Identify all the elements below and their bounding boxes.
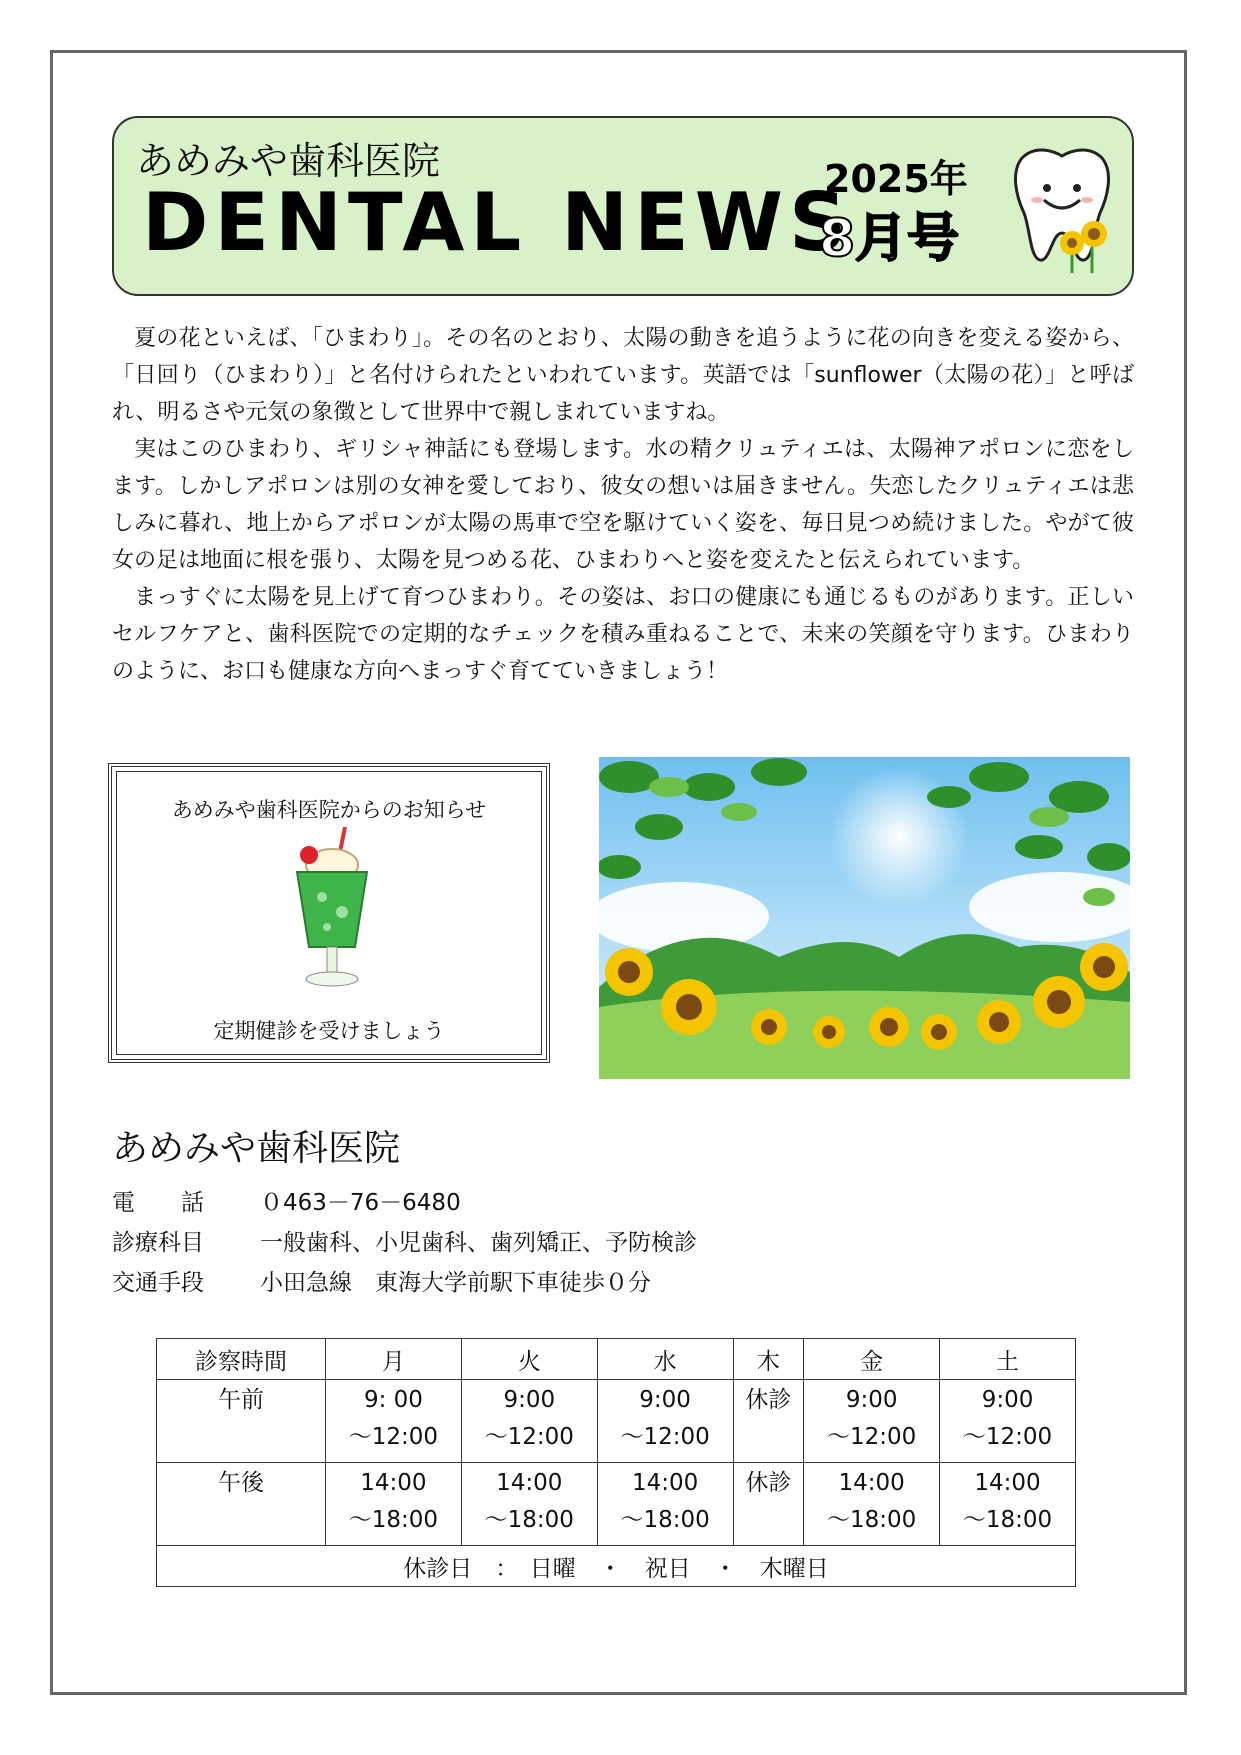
access-row: [112, 1263, 697, 1303]
table-header-cell: 金: [804, 1339, 940, 1380]
table-cell: 14:00 ～18:00: [461, 1463, 597, 1546]
table-cell: 9:00 ～12:00: [940, 1380, 1076, 1463]
table-cell: 14:00 ～18:00: [804, 1463, 940, 1546]
cream-soda-icon: [287, 827, 377, 997]
table-cell: 9: 00 ～12:00: [326, 1380, 462, 1463]
table-row-afternoon: [157, 1463, 1076, 1546]
clinic-info: [112, 1183, 697, 1303]
department-label: 診療科目: [112, 1230, 204, 1256]
issue-month: 8月号: [819, 209, 960, 269]
table-cell: 休診: [733, 1380, 804, 1463]
header-clinic-name: あめみや歯科医院: [136, 139, 441, 183]
row-label-morning: 午前: [157, 1380, 326, 1463]
office-hours-table: [156, 1338, 1076, 1587]
table-header-cell: 火: [461, 1339, 597, 1380]
table-header-cell: 診察時間: [157, 1339, 326, 1380]
notice-inner-border: [116, 771, 542, 1055]
table-cell: 休診: [733, 1463, 804, 1546]
article-body: [112, 320, 1134, 690]
article-paragraph-3: まっすぐに太陽を見上げて育つひまわり。その姿は、お口の健康にも通じるものがあります。正しいセルフケアと、歯科医院での定期的なチェックを積み重ねることで、未来の笑顔を守ります。ひまわりのように、お口も健康な方向へまっすぐ育てていきましょう！: [112, 585, 1134, 684]
sunflower-field-illustration: [599, 757, 1130, 1079]
table-header-cell: 木: [733, 1339, 804, 1380]
table-cell: 9:00 ～12:00: [804, 1380, 940, 1463]
table-cell: 9:00 ～12:00: [461, 1380, 597, 1463]
newsletter-title: DENTAL NEWS: [142, 176, 853, 269]
table-cell: 14:00 ～18:00: [597, 1463, 733, 1546]
table-header-cell: 土: [940, 1339, 1076, 1380]
department-value: 一般歯科、小児歯科、歯列矯正、予防検診: [260, 1230, 697, 1256]
table-cell: 9:00 ～12:00: [597, 1380, 733, 1463]
closed-days: 休診日 ： 日曜 ・ 祝日 ・ 木曜日: [157, 1546, 1076, 1587]
phone-row: [112, 1183, 697, 1223]
phone-label: 電 話: [112, 1190, 204, 1216]
article-paragraph-1: 夏の花といえば、「ひまわり」。その名のとおり、太陽の動きを追うように花の向きを変える姿から、「日回り（ひまわり）」と名付けられたといわれています。英語では「sunflower（太陽の花）」と呼ばれ、明るさや元気の象徴として世界中で親しまれていますね。: [112, 326, 1134, 425]
notice-title: あめみや歯科医院からのお知らせ: [171, 798, 487, 822]
newsletter-header: [112, 116, 1134, 296]
table-cell: 14:00 ～18:00: [940, 1463, 1076, 1546]
table-row-morning: [157, 1380, 1076, 1463]
clinic-name: あめみや歯科医院: [112, 1128, 401, 1169]
department-row: [112, 1223, 697, 1263]
notice-box: [108, 763, 550, 1063]
phone-number: ０463－76－6480: [260, 1190, 461, 1216]
table-row-closed-days: [157, 1546, 1076, 1587]
table-header-cell: 月: [326, 1339, 462, 1380]
notice-message: 定期健診を受けましょう: [213, 1019, 445, 1043]
article-paragraph-2: 実はこのひまわり、ギリシャ神話にも登場します。水の精クリュティエは、太陽神アポロンに恋をします。しかしアポロンは別の女神を愛しており、彼女の想いは届きません。失恋したクリュティエは悲しみに暮れ、地上からアポロンが太陽の馬車で空を駆けていく姿を、毎日見つめ続けました。やがて彼女の足は地面に根を張り、太陽を見つめる花、ひまわりへと姿を変えたと伝えられています。: [112, 437, 1134, 573]
row-label-afternoon: 午後: [157, 1463, 326, 1546]
smiling-tooth-icon: [1002, 138, 1122, 278]
issue-year: 2025年: [824, 157, 968, 201]
table-header-row: [157, 1339, 1076, 1380]
access-value: 小田急線 東海大学前駅下車徒歩０分: [260, 1270, 651, 1296]
table-header-cell: 水: [597, 1339, 733, 1380]
access-label: 交通手段: [112, 1270, 204, 1296]
table-cell: 14:00 ～18:00: [326, 1463, 462, 1546]
